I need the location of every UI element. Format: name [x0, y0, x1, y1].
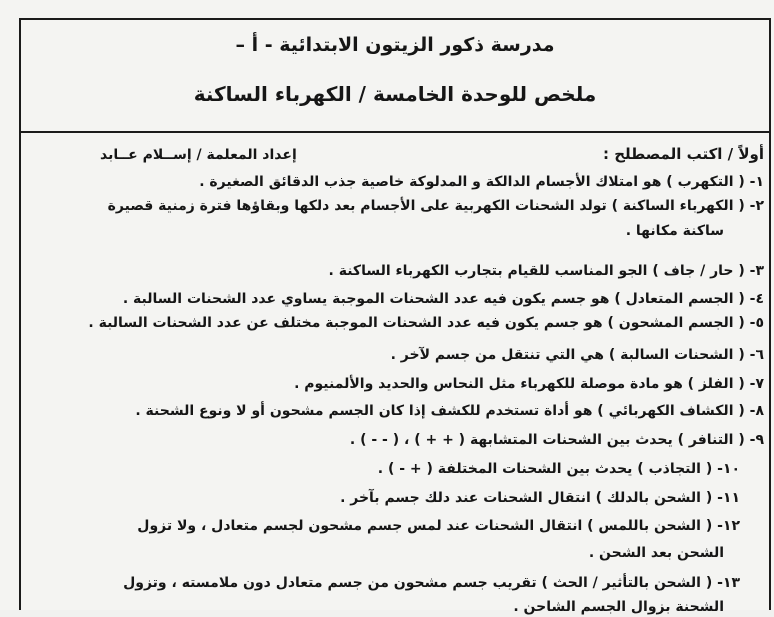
- term-item-11: ١١- ( الشحن بالدلك ) انتقال الشحنات عند دلك جسم بآخر .: [340, 490, 740, 506]
- term-item-10: ١٠- ( التجاذب ) يحدث بين الشحنات المختلفة ( + - ) .: [377, 461, 740, 477]
- header-divider: [19, 131, 771, 133]
- term-item-9: ٩- ( التنافر ) يحدث بين الشحنات المتشابهة ( + + ) ، ( - - ) .: [349, 432, 764, 448]
- term-item-5: ٥- ( الجسم المشحون ) هو جسم يكون فيه عدد الشحنات الموجبة مختلف عن عدد الشحنات السالبة .: [88, 315, 764, 331]
- term-item-12: ١٢- ( الشحن باللمس ) انتقال الشحنات عند لمس جسم مشحون لجسم متعادل ، ولا تزول: [137, 518, 740, 534]
- term-item-13-continued: الشحنة بزوال الجسم الشاحن .: [513, 599, 724, 615]
- term-item-1: ١- ( التكهرب ) هو امتلاك الأجسام الدالكة و المدلوكة خاصية جذب الدقائق الصغيرة .: [199, 174, 764, 190]
- section-heading: أولاً / اكتب المصطلح :: [602, 145, 764, 163]
- term-item-8: ٨- ( الكشاف الكهربائي ) هو أداة تستخدم للكشف إذا كان الجسم مشحون أو لا ونوع الشحنة .: [135, 403, 764, 419]
- frame-right-border: [769, 18, 771, 610]
- term-item-12-continued: الشحن بعد الشحن .: [588, 545, 724, 561]
- term-item-13: ١٣- ( الشحن بالتأثير / الحث ) تقريب جسم مشحون من جسم متعادل دون ملامسته ، وتزول: [123, 575, 740, 591]
- term-item-2: ٢- ( الكهرباء الساكنة ) تولد الشحنات الكهربية على الأجسام بعد دلكها وبقاؤها فترة زمنية قصيرة: [107, 198, 764, 214]
- term-item-6: ٦- ( الشحنات السالبة ) هي التي تنتقل من جسم لآخر .: [390, 347, 764, 363]
- frame-top-border: [19, 18, 771, 20]
- term-item-2-continued: ساكنة مكانها .: [625, 223, 724, 239]
- author-credit: إعداد المعلمة / إســلام عــابد: [100, 147, 297, 163]
- term-item-3: ٣- ( حار / جاف ) الجو المناسب للقيام بتجارب الكهرباء الساكنة .: [328, 263, 764, 279]
- term-item-7: ٧- ( الفلز ) هو مادة موصلة للكهرباء مثل النحاس والحديد والألمنيوم .: [294, 376, 764, 392]
- school-title: مدرسة ذكور الزيتون الابتدائية - أ –: [235, 34, 555, 56]
- unit-summary-title: ملخص للوحدة الخامسة / الكهرباء الساكنة: [193, 82, 597, 106]
- term-item-4: ٤- ( الجسم المتعادل ) هو جسم يكون فيه عدد الشحنات الموجبة يساوي عدد الشحنات السالبة .: [122, 291, 764, 307]
- frame-left-border: [19, 18, 21, 610]
